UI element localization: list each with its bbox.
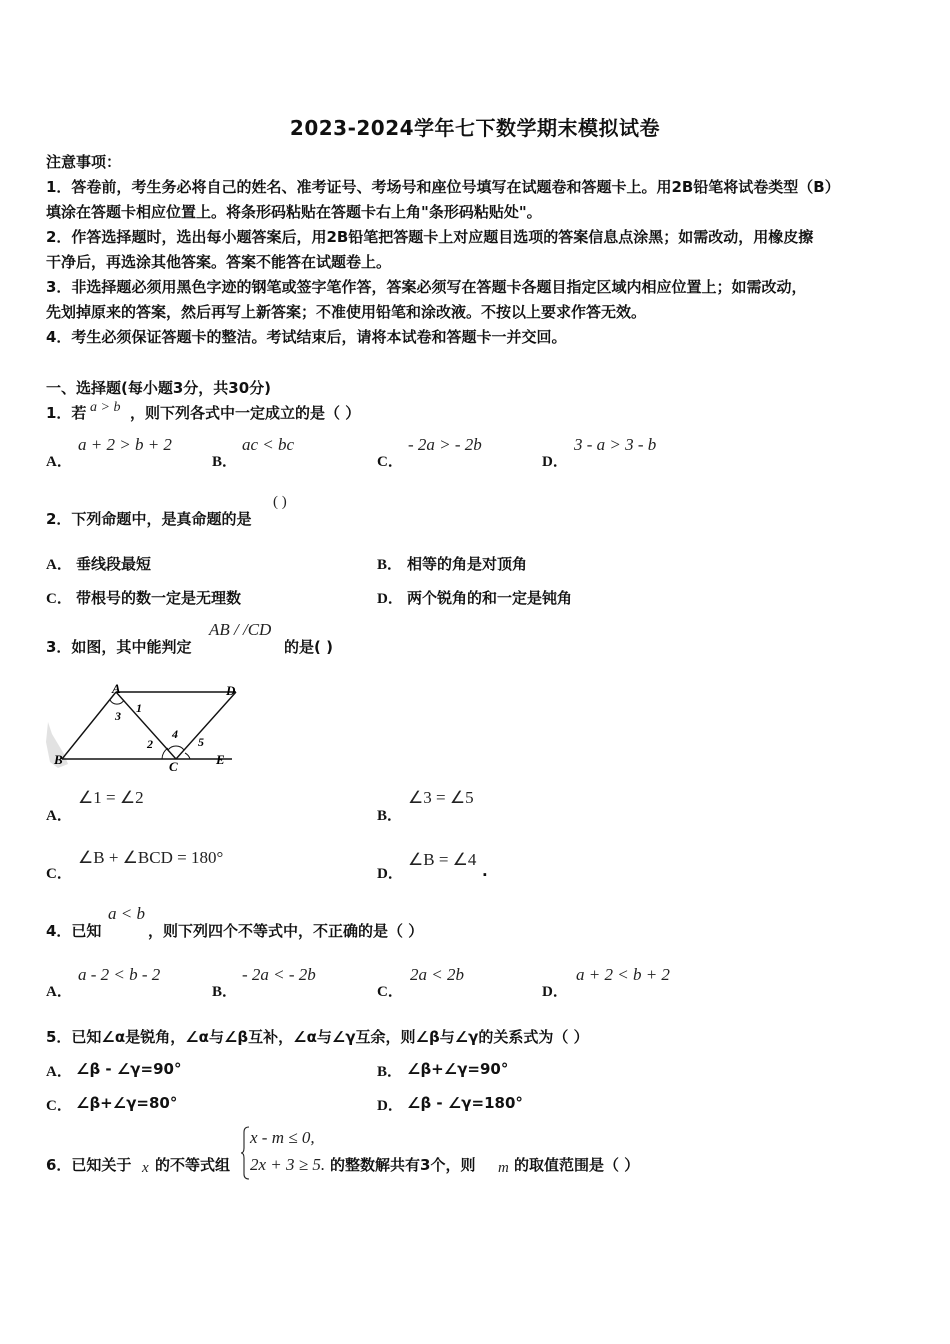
q1-option-b-expr: ac < bc <box>242 435 295 454</box>
q3-stem-pre: 3．如图，其中能判定 <box>46 638 192 656</box>
left-brace-icon <box>240 1126 250 1180</box>
q4-stem-pre: 4．已知 <box>46 922 102 940</box>
q2-option-d-text: 两个锐角的和一定是钝角 <box>407 589 573 607</box>
q3-option-b-expr: ∠3 = ∠5 <box>408 788 474 807</box>
q2-option-b-text: 相等的角是对顶角 <box>407 555 528 573</box>
notice-line: 2．作答选择题时，选出每小题答案后，用2B铅笔把答题卡上对应题目选项的答案信息点涂黑；如需改动，用橡皮擦 <box>46 228 814 246</box>
q4-option-c-expr: 2a < 2b <box>410 965 464 984</box>
q5-option-a-letter[interactable]: A． <box>46 1064 72 1080</box>
q5-option-d-text: ∠β - ∠γ=180° <box>407 1094 523 1112</box>
q1-option-c-expr: - 2a > - 2b <box>408 435 482 454</box>
notice-line: 先划掉原来的答案，然后再写上新答案；不准使用铅笔和涂改液。不按以上要求作答无效。 <box>46 303 647 321</box>
q4-option-d-letter[interactable]: D． <box>542 984 568 1000</box>
q4-option-a-expr: a - 2 < b - 2 <box>78 965 161 984</box>
notice-line: 1．答卷前，考生务必将自己的姓名、准考证号、考场号和座位号填写在试题卷和答题卡上。用2B铅笔将试卷类型（B） <box>46 178 840 196</box>
q2-stem: 2．下列命题中，是真命题的是 <box>46 510 252 528</box>
q3-option-c-expr: ∠B + ∠BCD = 180° <box>78 848 224 867</box>
q3-option-b-letter[interactable]: B． <box>377 808 403 824</box>
label-angle-2: 2 <box>147 737 153 751</box>
q1-option-d-expr: 3 - a > 3 - b <box>574 435 657 454</box>
q5-stem: 5．已知∠α是锐角，∠α与∠β互补，∠α与∠γ互余，则∠β与∠γ的关系式为（ ） <box>46 1028 589 1046</box>
q3-option-d-letter[interactable]: D． <box>377 866 403 882</box>
q6-stem-mid: 的不等式组 <box>155 1156 231 1174</box>
q5-option-a-text: ∠β - ∠γ=90° <box>76 1060 182 1078</box>
notice-line: 填涂在答题卡相应位置上。将条形码粘贴在答题卡右上角"条形码粘贴处"。 <box>46 203 542 221</box>
label-angle-1: 1 <box>136 701 142 715</box>
q2-option-c-text: 带根号的数一定是无理数 <box>76 589 242 607</box>
label-angle-5: 5 <box>198 735 204 749</box>
line-cd <box>176 692 236 759</box>
q3-option-a-expr: ∠1 = ∠2 <box>78 788 144 807</box>
q3-option-c-letter[interactable]: C． <box>46 866 72 882</box>
q3-stem-post: 的是( ) <box>284 638 333 656</box>
q2-option-a-letter[interactable]: A． <box>46 557 72 573</box>
q5-option-b-text: ∠β+∠γ=90° <box>407 1060 509 1078</box>
q3-option-a-letter[interactable]: A． <box>46 808 72 824</box>
q1-stem-pre: 1．若 <box>46 404 87 422</box>
label-c: C <box>169 759 178 774</box>
q1-option-a-expr: a + 2 > b + 2 <box>78 435 172 454</box>
label-a: A <box>112 682 121 696</box>
label-angle-3: 3 <box>115 709 121 723</box>
q6-var-x: x <box>142 1160 149 1176</box>
q4-option-c-letter[interactable]: C． <box>377 984 403 1000</box>
q3-condition: AB / /CD <box>209 620 272 639</box>
label-e: E <box>216 752 225 767</box>
q6-system-line-1: x - m ≤ 0, <box>250 1128 315 1147</box>
q2-paren: ( ) <box>273 494 287 510</box>
q6-stem-tail: 的取值范围是（ ） <box>514 1156 640 1174</box>
q3-geometry-figure <box>44 682 244 774</box>
q2-option-d-letter[interactable]: D． <box>377 591 403 607</box>
q4-stem-post: ，则下列四个不等式中，不正确的是（ ） <box>148 922 424 940</box>
page-title: 2023-2024学年七下数学期末模拟试卷 <box>289 116 661 140</box>
q4-option-a-letter[interactable]: A． <box>46 984 72 1000</box>
angle-arc-a <box>110 700 124 704</box>
q5-option-d-letter[interactable]: D． <box>377 1098 403 1114</box>
q1-condition: a > b <box>90 400 121 415</box>
q4-option-d-expr: a + 2 < b + 2 <box>576 965 670 984</box>
notice-line: 干净后，再选涂其他答案。答案不能答在试题卷上。 <box>46 253 392 271</box>
q6-stem-pre: 6．已知关于 <box>46 1156 132 1174</box>
q3-option-d-tail: . <box>482 862 488 880</box>
q1-option-b-letter[interactable]: B． <box>212 454 238 470</box>
q3-option-d-expr: ∠B = ∠4 <box>408 850 477 869</box>
label-b: B <box>54 752 63 767</box>
q4-option-b-letter[interactable]: B． <box>212 984 238 1000</box>
label-angle-4: 4 <box>172 727 178 741</box>
q6-system-line-2: 2x + 3 ≥ 5. <box>250 1155 326 1174</box>
line-ab <box>62 692 116 759</box>
angle-arc-5 <box>185 753 190 759</box>
q1-option-a-letter[interactable]: A． <box>46 454 72 470</box>
section-heading: 一、选择题(每小题3分，共30分) <box>46 379 272 397</box>
q5-option-c-letter[interactable]: C． <box>46 1098 72 1114</box>
q5-option-c-text: ∠β+∠γ=80° <box>76 1094 178 1112</box>
angle-arc-4 <box>168 746 184 750</box>
q4-condition: a < b <box>108 904 145 923</box>
q1-stem-post: ，则下列各式中一定成立的是（ ） <box>130 404 361 422</box>
q2-option-c-letter[interactable]: C． <box>46 591 72 607</box>
notice-line: 3．非选择题必须用黑色字迹的钢笔或签字笔作答，答案必须写在答题卡各题目指定区域内相应位置上；如需改动， <box>46 278 807 296</box>
notice-line: 4．考生必须保证答题卡的整洁。考试结束后，请将本试卷和答题卡一并交回。 <box>46 328 567 346</box>
q2-option-b-letter[interactable]: B． <box>377 557 403 573</box>
q1-option-d-letter[interactable]: D． <box>542 454 568 470</box>
q6-var-m: m <box>498 1160 509 1176</box>
q6-stem-post: 的整数解共有3个，则 <box>330 1156 476 1174</box>
q1-option-c-letter[interactable]: C． <box>377 454 403 470</box>
q4-option-b-expr: - 2a < - 2b <box>242 965 316 984</box>
q2-option-a-text: 垂线段最短 <box>76 555 152 573</box>
label-d: D <box>226 683 236 698</box>
notice-heading: 注意事项： <box>46 153 122 171</box>
q5-option-b-letter[interactable]: B． <box>377 1064 403 1080</box>
